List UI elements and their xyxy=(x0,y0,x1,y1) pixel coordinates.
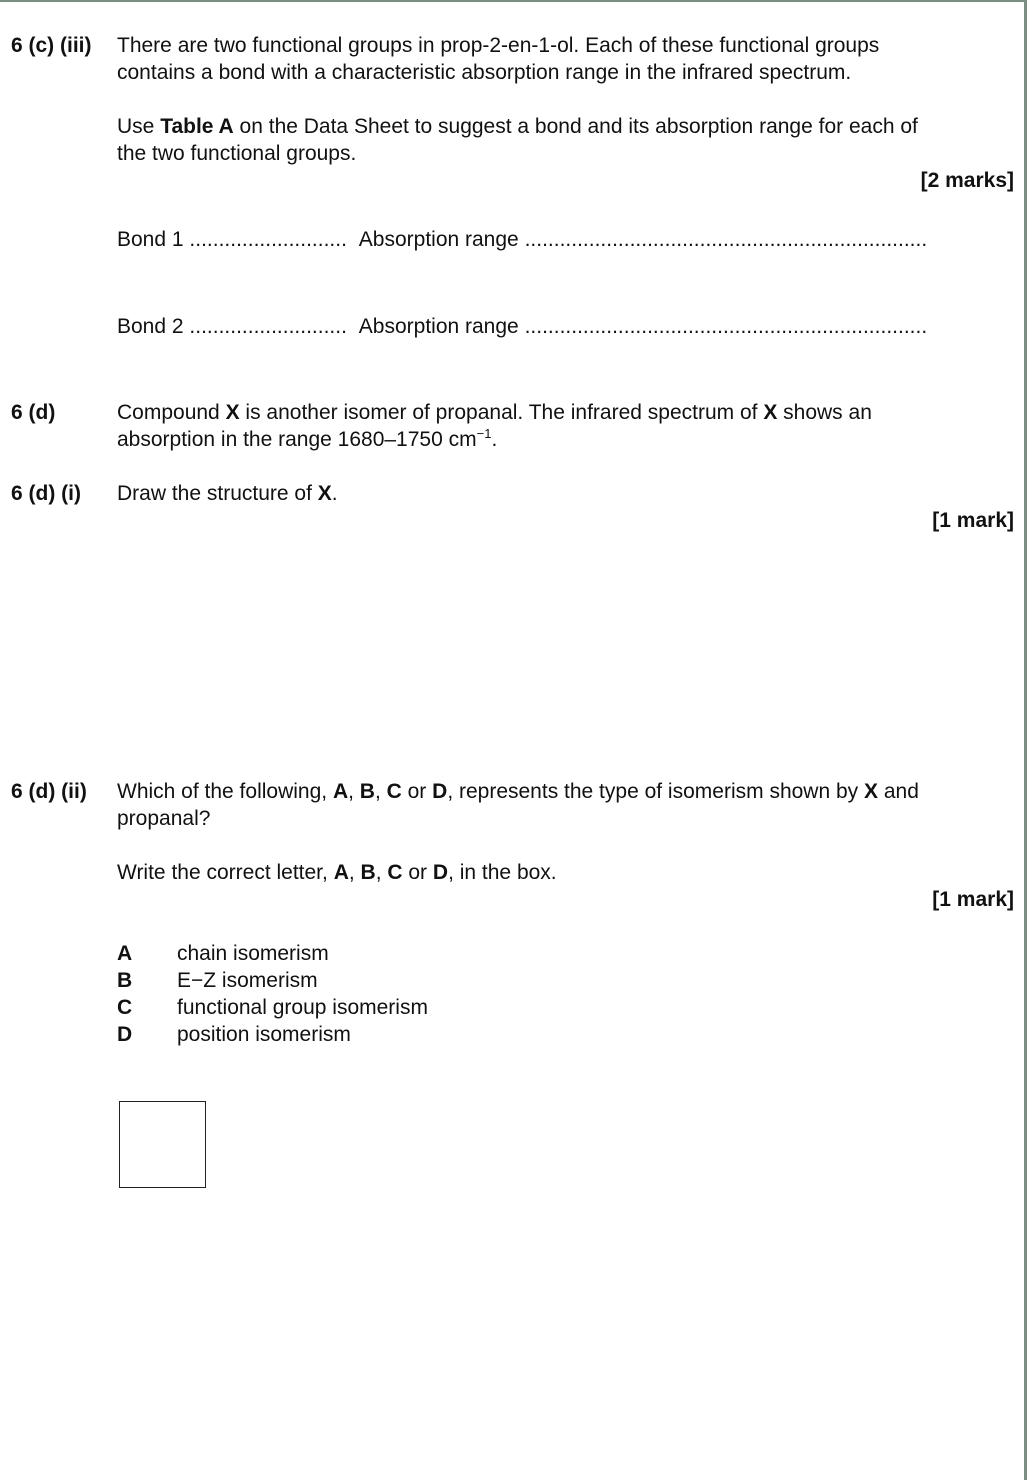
option-d-text: position isomerism xyxy=(177,1023,351,1046)
question-6c-iii-line2: contains a bond with a characteristic absorption range in the infrared spectrum. xyxy=(117,61,852,84)
page-top-border xyxy=(0,0,1027,2)
instruction-line2: the two functional groups. xyxy=(117,142,357,165)
option-c-text: functional group isomerism xyxy=(177,996,428,1019)
question-6c-iii-line1: There are two functional groups in prop-2-en-1-ol. Each of these functional groups xyxy=(117,34,880,57)
option-c-letter: C xyxy=(117,996,133,1019)
option-a-letter: A xyxy=(117,942,133,965)
absorption1-label: Absorption range xyxy=(358,228,519,251)
question-number-6d-ii: 6 (d) (ii) xyxy=(11,780,87,803)
bond1-answer-row xyxy=(117,226,927,253)
bond1-label: Bond 1 xyxy=(117,228,184,251)
absorption2-label: Absorption range xyxy=(358,315,519,338)
question-6d-text xyxy=(117,399,1007,453)
question-6d-line1: Compound X is another isomer of propanal. The infrared spectrum of X shows an xyxy=(117,401,872,424)
bond2-label: Bond 2 xyxy=(117,315,184,338)
question-6d-ii-line1: Which of the following, A, B, C or D, represents the type of isomerism shown by X and xyxy=(117,780,919,803)
marks-6d-i: [1 mark] xyxy=(932,509,1014,532)
question-6d-line2: absorption in the range 1680–1750 $cm^{-1}$. xyxy=(117,426,498,451)
option-d-letter: D xyxy=(117,1023,133,1046)
question-6c-iii-text xyxy=(117,32,1007,86)
question-6c-iii-instruction xyxy=(117,113,1007,167)
option-b-letter: B xyxy=(117,969,133,992)
absorption1-answer-line[interactable]: ..................................................................... xyxy=(524,228,928,251)
option-b-text: E−Z isomerism xyxy=(177,969,318,992)
answer-letter-box[interactable] xyxy=(119,1101,206,1188)
bond1-answer-line[interactable]: ........................... xyxy=(189,228,347,251)
structure-drawing-area[interactable] xyxy=(117,545,1007,760)
absorption2-answer-line[interactable]: ..................................................................... xyxy=(524,315,928,338)
bond2-answer-row xyxy=(117,313,927,340)
marks-6c-iii: [2 marks] xyxy=(920,169,1014,192)
table-a-reference: Table A xyxy=(160,115,234,138)
question-number-6c-iii: 6 (c) (iii) xyxy=(11,34,92,57)
question-6d-i-text: Draw the structure of X. xyxy=(117,482,338,505)
option-a-text: chain isomerism xyxy=(177,942,329,965)
question-6d-ii-text xyxy=(117,778,1007,832)
marks-6d-ii: [1 mark] xyxy=(932,888,1014,911)
bond2-answer-line[interactable]: ........................... xyxy=(189,315,347,338)
question-number-6d: 6 (d) xyxy=(11,401,56,424)
question-number-6d-i: 6 (d) (i) xyxy=(11,482,81,505)
instruction-line1: Use Table A on the Data Sheet to suggest a bond and its absorption range for each of xyxy=(117,115,918,138)
question-6d-ii-line2: propanal? xyxy=(117,807,211,830)
question-6d-ii-instruction: Write the correct letter, A, B, C or D, in the box. xyxy=(117,861,557,884)
